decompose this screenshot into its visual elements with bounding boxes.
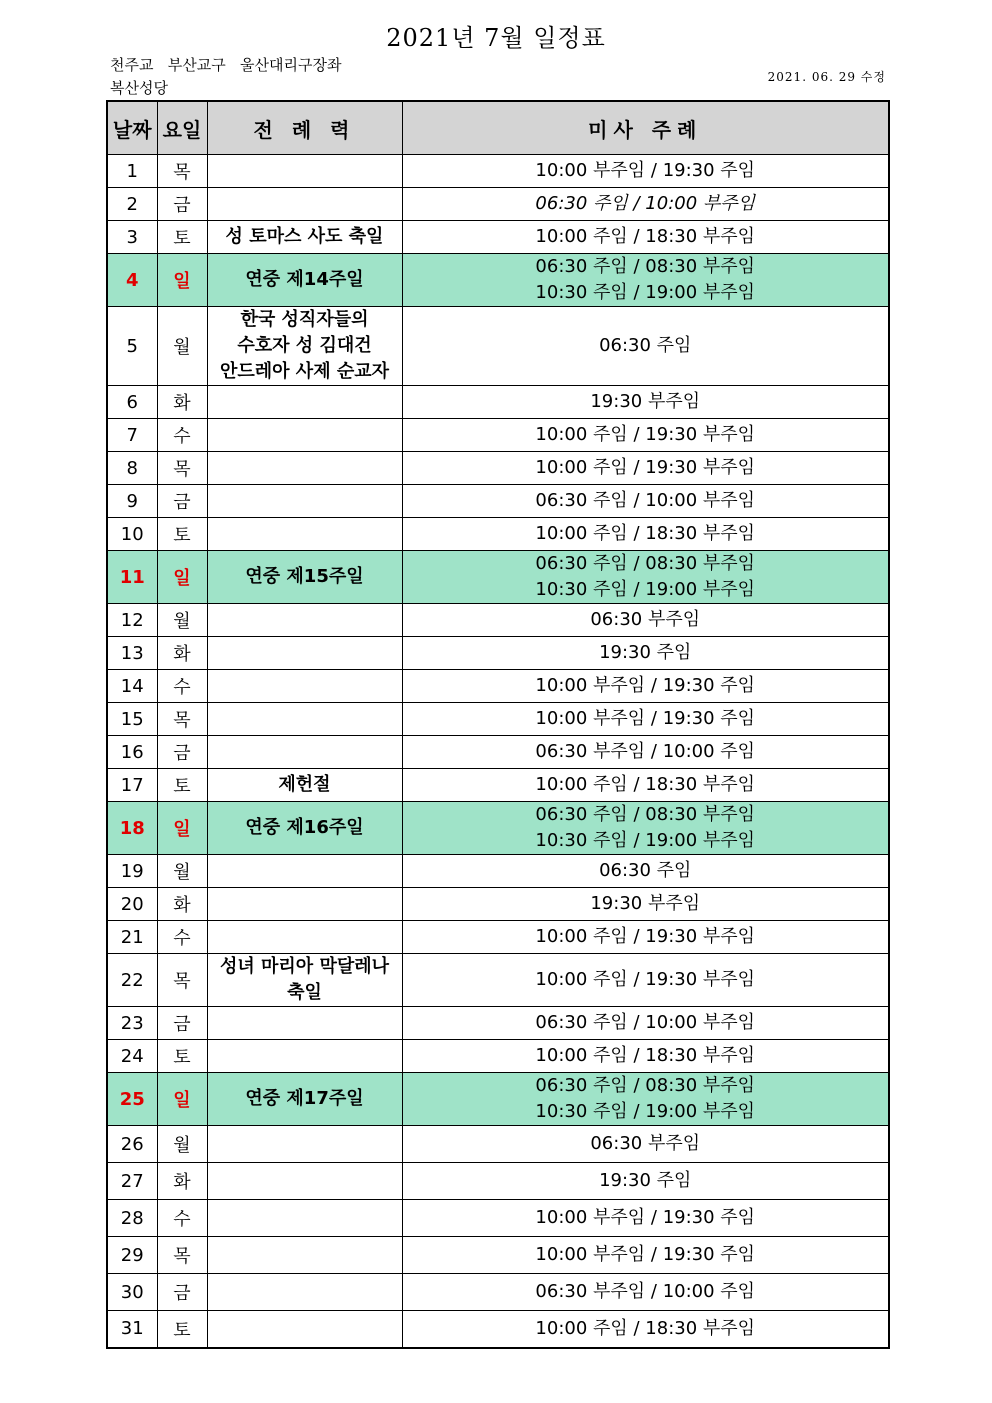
table-row bbox=[107, 736, 889, 769]
liturgy-line: 축일 bbox=[287, 982, 322, 1003]
mass-cell bbox=[402, 888, 889, 921]
mass-line: 19:30 주임 bbox=[599, 1170, 692, 1191]
mass-line: 06:30 주임 / 10:00 부주임 bbox=[535, 490, 756, 511]
mass-cell bbox=[402, 921, 889, 954]
mass-line: 10:00 주임 / 19:30 부주임 bbox=[535, 457, 756, 478]
mass-cell bbox=[402, 736, 889, 769]
mass-line: 10:00 부주임 / 19:30 주임 bbox=[535, 675, 756, 696]
weekday-cell: 수 bbox=[157, 670, 207, 703]
mass-line: 06:30 부주임 bbox=[590, 609, 701, 630]
header-date: 날짜 bbox=[107, 101, 157, 155]
liturgy-line: 성녀 마리아 막달레나 bbox=[219, 956, 390, 977]
mass-cell bbox=[402, 1007, 889, 1040]
date-cell: 18 bbox=[107, 802, 157, 855]
mass-cell bbox=[402, 419, 889, 452]
mass-line: 06:30 주임 bbox=[599, 335, 692, 356]
weekday-cell: 금 bbox=[157, 736, 207, 769]
weekday-cell: 목 bbox=[157, 452, 207, 485]
table-row bbox=[107, 921, 889, 954]
table-row bbox=[107, 254, 889, 307]
liturgy-cell bbox=[207, 221, 402, 254]
date-cell: 30 bbox=[107, 1274, 157, 1311]
mass-line: 19:30 부주임 bbox=[590, 391, 701, 412]
date-cell: 2 bbox=[107, 188, 157, 221]
liturgy-line: 연중 제17주일 bbox=[245, 1088, 364, 1109]
liturgy-cell bbox=[207, 188, 402, 221]
liturgy-line: 연중 제16주일 bbox=[245, 817, 364, 838]
org-parish: 복산성당 bbox=[110, 79, 168, 97]
date-cell: 27 bbox=[107, 1163, 157, 1200]
mass-cell bbox=[402, 1040, 889, 1073]
date-cell: 11 bbox=[107, 551, 157, 604]
table-row bbox=[107, 670, 889, 703]
mass-cell bbox=[402, 485, 889, 518]
table-row bbox=[107, 386, 889, 419]
weekday-cell: 목 bbox=[157, 155, 207, 188]
mass-line: 10:00 주임 / 18:30 부주임 bbox=[535, 1045, 756, 1066]
table-row bbox=[107, 1007, 889, 1040]
liturgy-cell bbox=[207, 155, 402, 188]
liturgy-cell bbox=[207, 1073, 402, 1126]
date-cell: 3 bbox=[107, 221, 157, 254]
weekday-cell: 일 bbox=[157, 551, 207, 604]
liturgy-cell bbox=[207, 736, 402, 769]
table-row bbox=[107, 1200, 889, 1237]
date-cell: 26 bbox=[107, 1126, 157, 1163]
table-row bbox=[107, 954, 889, 1007]
weekday-cell: 화 bbox=[157, 1163, 207, 1200]
liturgy-cell bbox=[207, 1163, 402, 1200]
liturgy-cell bbox=[207, 485, 402, 518]
mass-cell bbox=[402, 954, 889, 1007]
table-row bbox=[107, 221, 889, 254]
liturgy-cell bbox=[207, 307, 402, 386]
date-cell: 14 bbox=[107, 670, 157, 703]
schedule-body bbox=[107, 155, 889, 1348]
table-row bbox=[107, 485, 889, 518]
liturgy-cell bbox=[207, 1126, 402, 1163]
date-cell: 23 bbox=[107, 1007, 157, 1040]
mass-cell bbox=[402, 670, 889, 703]
mass-cell bbox=[402, 1274, 889, 1311]
weekday-cell: 금 bbox=[157, 485, 207, 518]
mass-line: 10:00 부주임 / 19:30 주임 bbox=[535, 708, 756, 729]
mass-line: 06:30 부주임 / 10:00 주임 bbox=[535, 1281, 756, 1302]
liturgy-line: 성 토마스 사도 축일 bbox=[225, 226, 384, 247]
liturgy-cell bbox=[207, 1040, 402, 1073]
weekday-cell: 목 bbox=[157, 703, 207, 736]
mass-cell bbox=[402, 855, 889, 888]
mass-line: 10:00 주임 / 18:30 부주임 bbox=[535, 774, 756, 795]
mass-line: 10:00 부주임 / 19:30 주임 bbox=[535, 1244, 756, 1265]
mass-cell bbox=[402, 1311, 889, 1348]
date-cell: 9 bbox=[107, 485, 157, 518]
mass-line: 10:00 부주임 / 19:30 주임 bbox=[535, 160, 756, 181]
header-mass-celebrant: 미사 주례 bbox=[402, 101, 889, 155]
table-row bbox=[107, 419, 889, 452]
date-cell: 21 bbox=[107, 921, 157, 954]
liturgy-cell bbox=[207, 670, 402, 703]
liturgy-line: 수호자 성 김대건 bbox=[237, 335, 372, 356]
date-cell: 31 bbox=[107, 1311, 157, 1348]
mass-cell bbox=[402, 1163, 889, 1200]
mass-line: 10:00 주임 / 18:30 부주임 bbox=[535, 226, 756, 247]
mass-cell bbox=[402, 703, 889, 736]
mass-cell bbox=[402, 518, 889, 551]
liturgy-line: 연중 제14주일 bbox=[245, 269, 364, 290]
date-cell: 6 bbox=[107, 386, 157, 419]
date-cell: 5 bbox=[107, 307, 157, 386]
date-cell: 16 bbox=[107, 736, 157, 769]
liturgy-line: 안드레아 사제 순교자 bbox=[219, 361, 390, 382]
mass-cell bbox=[402, 307, 889, 386]
liturgy-cell bbox=[207, 452, 402, 485]
weekday-cell: 일 bbox=[157, 254, 207, 307]
table-row bbox=[107, 1237, 889, 1274]
weekday-cell: 수 bbox=[157, 419, 207, 452]
liturgy-cell bbox=[207, 386, 402, 419]
mass-cell bbox=[402, 769, 889, 802]
table-row bbox=[107, 518, 889, 551]
date-cell: 17 bbox=[107, 769, 157, 802]
weekday-cell: 목 bbox=[157, 1237, 207, 1274]
mass-line: 06:30 주임 / 08:30 부주임 bbox=[535, 256, 756, 277]
table-row bbox=[107, 1274, 889, 1311]
mass-cell bbox=[402, 221, 889, 254]
mass-line: 10:00 주임 / 18:30 부주임 bbox=[535, 1317, 756, 1339]
weekday-cell: 일 bbox=[157, 802, 207, 855]
date-cell: 29 bbox=[107, 1237, 157, 1274]
liturgy-cell bbox=[207, 604, 402, 637]
weekday-cell: 화 bbox=[157, 386, 207, 419]
liturgy-line: 한국 성직자들의 bbox=[240, 309, 369, 330]
weekday-cell: 월 bbox=[157, 604, 207, 637]
mass-cell bbox=[402, 254, 889, 307]
date-cell: 24 bbox=[107, 1040, 157, 1073]
weekday-cell: 화 bbox=[157, 888, 207, 921]
mass-line: 10:30 주임 / 19:00 부주임 bbox=[535, 579, 756, 600]
liturgy-cell bbox=[207, 518, 402, 551]
mass-line: 06:30 주임 / 08:30 부주임 bbox=[535, 804, 756, 825]
liturgy-cell bbox=[207, 954, 402, 1007]
mass-line: 10:00 부주임 / 19:30 주임 bbox=[535, 1207, 756, 1228]
date-cell: 19 bbox=[107, 855, 157, 888]
mass-cell bbox=[402, 1073, 889, 1126]
mass-line: 06:30 주임 / 08:30 부주임 bbox=[535, 553, 756, 574]
table-row bbox=[107, 888, 889, 921]
table-row bbox=[107, 604, 889, 637]
weekday-cell: 금 bbox=[157, 1007, 207, 1040]
weekday-cell: 토 bbox=[157, 518, 207, 551]
liturgy-cell bbox=[207, 769, 402, 802]
table-row bbox=[107, 1040, 889, 1073]
header-liturgical-calendar: 전 례 력 bbox=[207, 101, 402, 155]
weekday-cell: 목 bbox=[157, 954, 207, 1007]
date-cell: 10 bbox=[107, 518, 157, 551]
date-cell: 22 bbox=[107, 954, 157, 1007]
mass-line: 10:30 주임 / 19:00 부주임 bbox=[535, 282, 756, 303]
mass-cell bbox=[402, 802, 889, 855]
table-row bbox=[107, 155, 889, 188]
table-row bbox=[107, 1311, 889, 1348]
organization-info bbox=[110, 54, 341, 100]
mass-line: 10:30 주임 / 19:00 부주임 bbox=[535, 1101, 756, 1122]
liturgy-cell bbox=[207, 888, 402, 921]
weekday-cell: 월 bbox=[157, 855, 207, 888]
mass-line: 06:30 주임 / 10:00 부주임 bbox=[535, 193, 756, 214]
date-cell: 7 bbox=[107, 419, 157, 452]
mass-line: 06:30 부주임 / 10:00 주임 bbox=[535, 741, 756, 762]
mass-cell bbox=[402, 155, 889, 188]
liturgy-cell bbox=[207, 855, 402, 888]
mass-cell bbox=[402, 188, 889, 221]
liturgy-cell bbox=[207, 637, 402, 670]
weekday-cell: 화 bbox=[157, 637, 207, 670]
mass-cell bbox=[402, 637, 889, 670]
table-row bbox=[107, 855, 889, 888]
page-title: 2021년 7월 일정표 bbox=[386, 24, 606, 52]
table-row bbox=[107, 551, 889, 604]
mass-line: 06:30 주임 / 10:00 부주임 bbox=[535, 1012, 756, 1033]
mass-line: 06:30 주임 / 08:30 부주임 bbox=[535, 1075, 756, 1096]
schedule-table bbox=[106, 100, 890, 1349]
weekday-cell: 수 bbox=[157, 1200, 207, 1237]
date-cell: 8 bbox=[107, 452, 157, 485]
mass-cell bbox=[402, 452, 889, 485]
liturgy-cell bbox=[207, 1007, 402, 1040]
table-row bbox=[107, 769, 889, 802]
mass-cell bbox=[402, 551, 889, 604]
revision-date: 2021. 06. 29 수정 bbox=[767, 70, 886, 84]
mass-line: 06:30 부주임 bbox=[590, 1133, 701, 1154]
mass-cell bbox=[402, 386, 889, 419]
date-cell: 4 bbox=[107, 254, 157, 307]
mass-cell bbox=[402, 604, 889, 637]
org-diocese: 천주교 부산교구 울산대리구장좌 bbox=[110, 56, 342, 74]
table-row bbox=[107, 802, 889, 855]
mass-line: 10:00 주임 / 19:30 부주임 bbox=[535, 424, 756, 445]
liturgy-line: 연중 제15주일 bbox=[245, 566, 364, 587]
mass-line: 19:30 주임 bbox=[599, 642, 692, 663]
weekday-cell: 월 bbox=[157, 307, 207, 386]
table-row bbox=[107, 1073, 889, 1126]
date-cell: 28 bbox=[107, 1200, 157, 1237]
weekday-cell: 월 bbox=[157, 1126, 207, 1163]
liturgy-cell bbox=[207, 551, 402, 604]
date-cell: 25 bbox=[107, 1073, 157, 1126]
weekday-cell: 금 bbox=[157, 1274, 207, 1311]
mass-cell bbox=[402, 1237, 889, 1274]
table-row bbox=[107, 188, 889, 221]
weekday-cell: 토 bbox=[157, 1040, 207, 1073]
liturgy-cell bbox=[207, 254, 402, 307]
mass-line: 10:30 주임 / 19:00 부주임 bbox=[535, 830, 756, 851]
table-row bbox=[107, 1163, 889, 1200]
date-cell: 12 bbox=[107, 604, 157, 637]
mass-cell bbox=[402, 1200, 889, 1237]
weekday-cell: 토 bbox=[157, 1311, 207, 1348]
weekday-cell: 수 bbox=[157, 921, 207, 954]
weekday-cell: 금 bbox=[157, 188, 207, 221]
liturgy-cell bbox=[207, 703, 402, 736]
liturgy-line: 제헌절 bbox=[278, 774, 331, 795]
table-row bbox=[107, 637, 889, 670]
mass-line: 06:30 주임 bbox=[599, 860, 692, 881]
mass-line: 10:00 주임 / 19:30 부주임 bbox=[535, 926, 756, 947]
liturgy-cell bbox=[207, 1274, 402, 1311]
table-header-row bbox=[107, 101, 889, 155]
liturgy-cell bbox=[207, 1311, 402, 1348]
table-row bbox=[107, 703, 889, 736]
weekday-cell: 토 bbox=[157, 769, 207, 802]
date-cell: 1 bbox=[107, 155, 157, 188]
liturgy-cell bbox=[207, 1237, 402, 1274]
mass-line: 19:30 부주임 bbox=[590, 893, 701, 914]
table-row bbox=[107, 1126, 889, 1163]
mass-cell bbox=[402, 1126, 889, 1163]
liturgy-cell bbox=[207, 1200, 402, 1237]
liturgy-cell bbox=[207, 419, 402, 452]
weekday-cell: 일 bbox=[157, 1073, 207, 1126]
date-cell: 13 bbox=[107, 637, 157, 670]
mass-line: 10:00 주임 / 19:30 부주임 bbox=[535, 969, 756, 990]
weekday-cell: 토 bbox=[157, 221, 207, 254]
date-cell: 20 bbox=[107, 888, 157, 921]
mass-line: 10:00 주임 / 18:30 부주임 bbox=[535, 523, 756, 544]
liturgy-cell bbox=[207, 802, 402, 855]
liturgy-cell bbox=[207, 921, 402, 954]
table-row bbox=[107, 452, 889, 485]
table-row bbox=[107, 307, 889, 386]
header-day: 요일 bbox=[157, 101, 207, 155]
date-cell: 15 bbox=[107, 703, 157, 736]
